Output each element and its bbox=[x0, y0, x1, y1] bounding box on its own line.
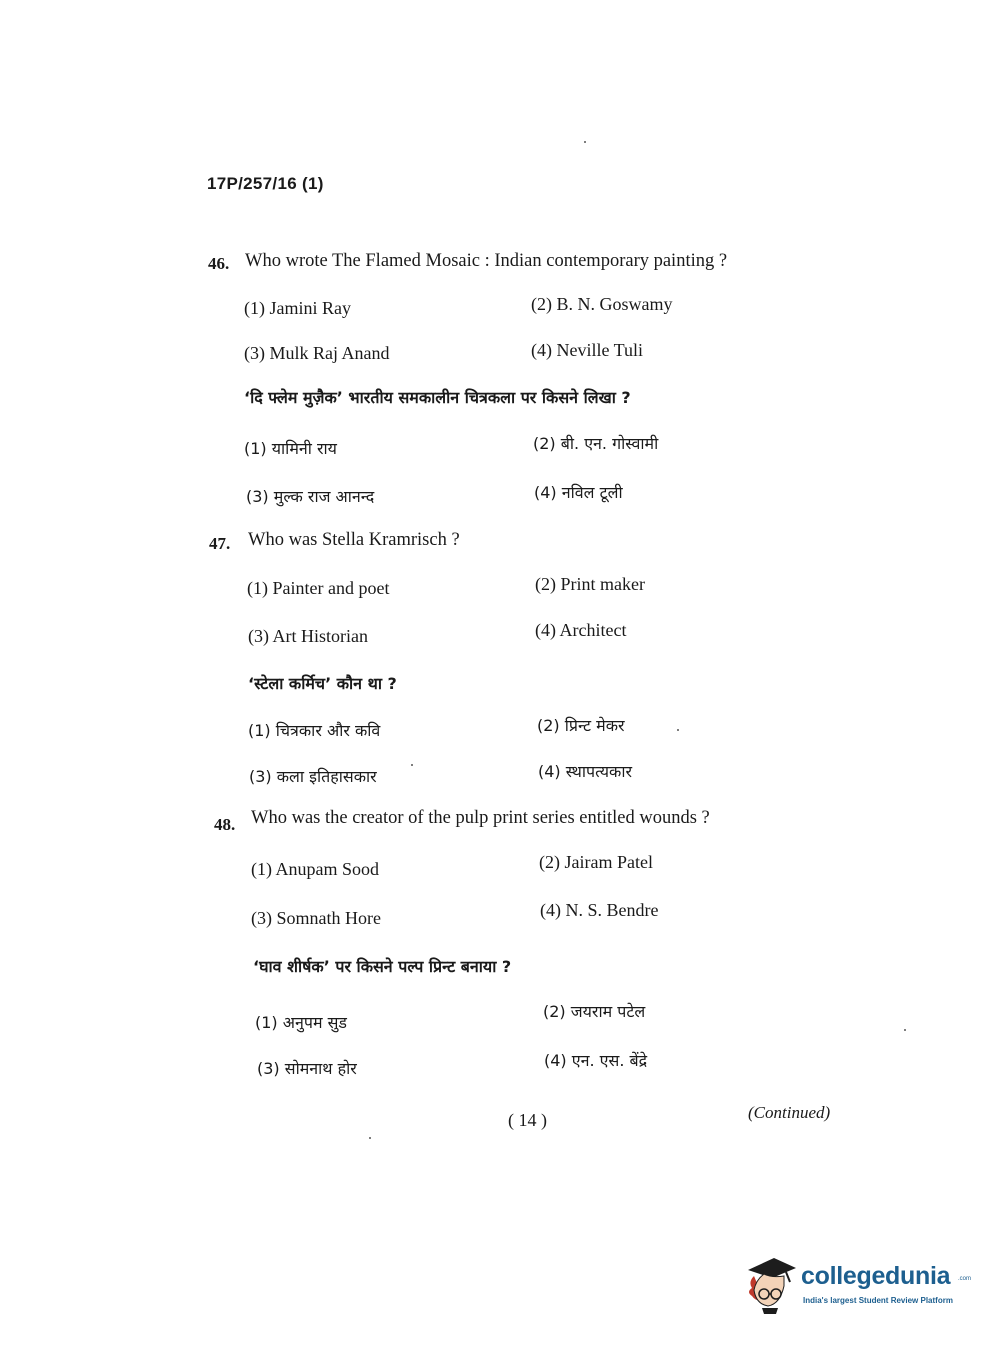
option-3: (3) Art Historian bbox=[248, 626, 368, 646]
option-3: (3) Somnath Hore bbox=[251, 908, 381, 928]
question-number: 47. bbox=[209, 534, 231, 553]
option-4: (4) Architect bbox=[535, 620, 627, 640]
option-2: (2) B. N. Goswamy bbox=[531, 294, 673, 314]
hindi-option-1: (1) चित्रकार और कवि bbox=[248, 721, 381, 740]
brand-suffix: .com bbox=[958, 1276, 972, 1282]
hindi-option-3: (3) सोमनाथ होर bbox=[257, 1059, 357, 1078]
graduate-mascot-icon bbox=[742, 1252, 800, 1318]
scan-speck bbox=[677, 729, 679, 731]
hindi-option-3: (3) कला इतिहासकार bbox=[249, 767, 377, 786]
option-1: (1) Jamini Ray bbox=[244, 298, 351, 318]
hindi-option-4: (4) स्थापत्यकार bbox=[538, 762, 633, 781]
continued-label: (Continued) bbox=[748, 1103, 831, 1122]
option-2: (2) Jairam Patel bbox=[539, 852, 653, 872]
hindi-option-4: (4) एन. एस. बेंद्रे bbox=[544, 1051, 648, 1070]
hindi-question-text: ‘दि फ्लेम मुज़ैक’ भारतीय समकालीन चित्रकला पर किसने लिखा ? bbox=[244, 388, 631, 407]
hindi-option-2: (2) जयराम पटेल bbox=[543, 1002, 646, 1021]
option-4: (4) Neville Tuli bbox=[531, 340, 644, 360]
hindi-question-text: ‘स्टेला कर्मिच’ कौन था ? bbox=[248, 674, 397, 693]
hindi-option-2: (2) बी. एन. गोस्वामी bbox=[533, 434, 659, 453]
option-3: (3) Mulk Raj Anand bbox=[244, 343, 390, 363]
scan-speck bbox=[904, 1029, 906, 1031]
brand-tagline: India's largest Student Review Platform bbox=[803, 1296, 953, 1305]
scan-speck bbox=[584, 141, 586, 143]
option-2: (2) Print maker bbox=[535, 574, 645, 594]
brand-name: collegedunia bbox=[801, 1262, 951, 1290]
hindi-question-text: ‘घाव शीर्षक’ पर किसने पल्प प्रिन्ट बनाया ? bbox=[253, 957, 512, 976]
hindi-option-2: (2) प्रिन्ट मेकर bbox=[537, 716, 625, 735]
question-text: Who was the creator of the pulp print series entitled wounds ? bbox=[251, 808, 710, 828]
page-number: ( 14 ) bbox=[508, 1110, 547, 1130]
scan-speck bbox=[411, 764, 413, 766]
hindi-option-3: (3) मुल्क राज आनन्द bbox=[246, 487, 375, 506]
question-number: 48. bbox=[214, 815, 236, 834]
hindi-option-4: (4) नविल टूली bbox=[534, 483, 623, 502]
option-1: (1) Painter and poet bbox=[247, 578, 390, 598]
option-1: (1) Anupam Sood bbox=[251, 859, 379, 879]
scan-speck bbox=[369, 1137, 371, 1139]
option-4: (4) N. S. Bendre bbox=[540, 900, 659, 920]
paper-code: 17P/257/16 (1) bbox=[207, 174, 324, 193]
hindi-option-1: (1) अनुपम सुड bbox=[255, 1013, 347, 1032]
question-text: Who wrote The Flamed Mosaic : Indian contemporary painting ? bbox=[245, 251, 728, 271]
hindi-option-1: (1) यामिनी राय bbox=[244, 439, 337, 458]
question-text: Who was Stella Kramrisch ? bbox=[248, 530, 460, 550]
question-number: 46. bbox=[208, 254, 230, 273]
